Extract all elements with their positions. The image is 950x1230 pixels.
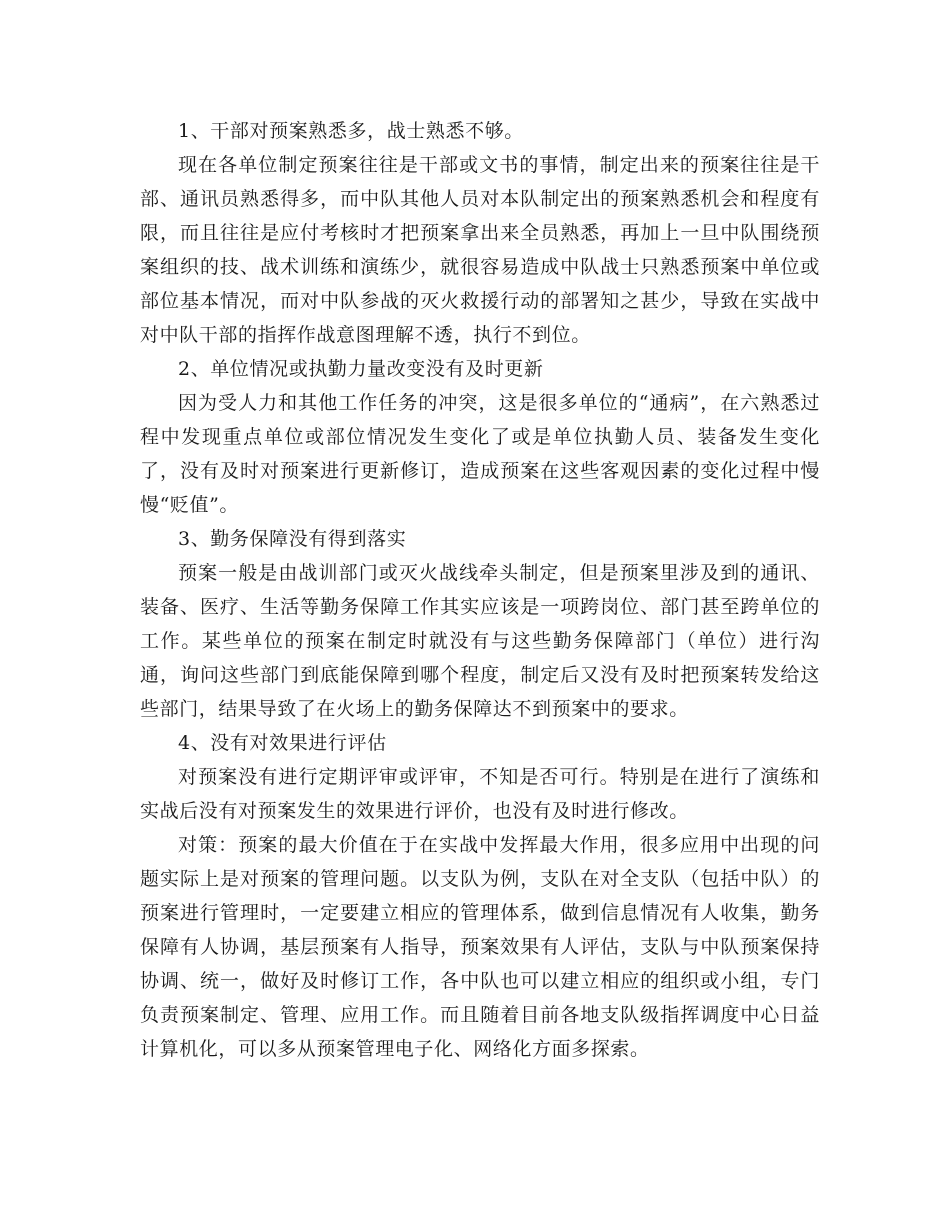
paragraph-countermeasures: 对策：预案的最大价值在于在实战中发挥最大作用，很多应用中出现的问题实际上是对预案的管理问题。以支队为例，支队在对全支队（包括中队）的预案进行管理时，一定要建立相应的管理体系，做到信息情况有人收集，勤务保障有人协调，基层预案有人指导，预案效果有人评估，支队与中队预案保持协调、统一，做好及时修订工作，各中队也可以建立相应的组织或小组，专门负责预案制定、管理、应用工作。而且随着目前各地支队级指挥调度中心日益计算机化，可以多从预案管理电子化、网络化方面多探索。 (140, 834, 820, 1060)
section-heading-4: 4、没有对效果进行评估 (178, 732, 387, 754)
document-body (140, 114, 820, 1066)
paragraph-2: 因为受人力和其他工作任务的冲突，这是很多单位的“通病”，在六熟悉过程中发现重点单位或部位情况发生变化了或是单位执勤人员、装备发生变化了，没有及时对预案进行更新修订，造成预案在这些客观因素的变化过程中慢慢“贬值”。 (140, 392, 820, 516)
section-heading-2: 2、单位情况或执勤力量改变没有及时更新 (178, 358, 544, 380)
paragraph-3: 预案一般是由战训部门或灭火战线牵头制定，但是预案里涉及到的通讯、装备、医疗、生活等勤务保障工作其实应该是一项跨岗位、部门甚至跨单位的工作。某些单位的预案在制定时就没有与这些勤务保障部门（单位）进行沟通，询问这些部门到底能保障到哪个程度，制定后又没有及时把预案转发给这些部门，结果导致了在火场上的勤务保障达不到预案中的要求。 (140, 562, 820, 720)
section-heading-1: 1、干部对预案熟悉多，战士熟悉不够。 (178, 120, 524, 142)
paragraph-1: 现在各单位制定预案往往是干部或文书的事情，制定出来的预案往往是干部、通讯员熟悉得多，而中队其他人员对本队制定出的预案熟悉机会和程度有限，而且往往是应付考核时才把预案拿出来全员熟悉，再加上一旦中队围绕预案组织的技、战术训练和演练少，就很容易造成中队战士只熟悉预案中单位或部位基本情况，而对中队参战的灭火救援行动的部署知之甚少，导致在实战中对中队干部的指挥作战意图理解不透，执行不到位。 (140, 154, 820, 346)
section-heading-3: 3、勤务保障没有得到落实 (178, 528, 407, 550)
paragraph-4: 对预案没有进行定期评审或评审，不知是否可行。特别是在进行了演练和实战后没有对预案发生的效果进行评价，也没有及时进行修改。 (140, 766, 820, 822)
